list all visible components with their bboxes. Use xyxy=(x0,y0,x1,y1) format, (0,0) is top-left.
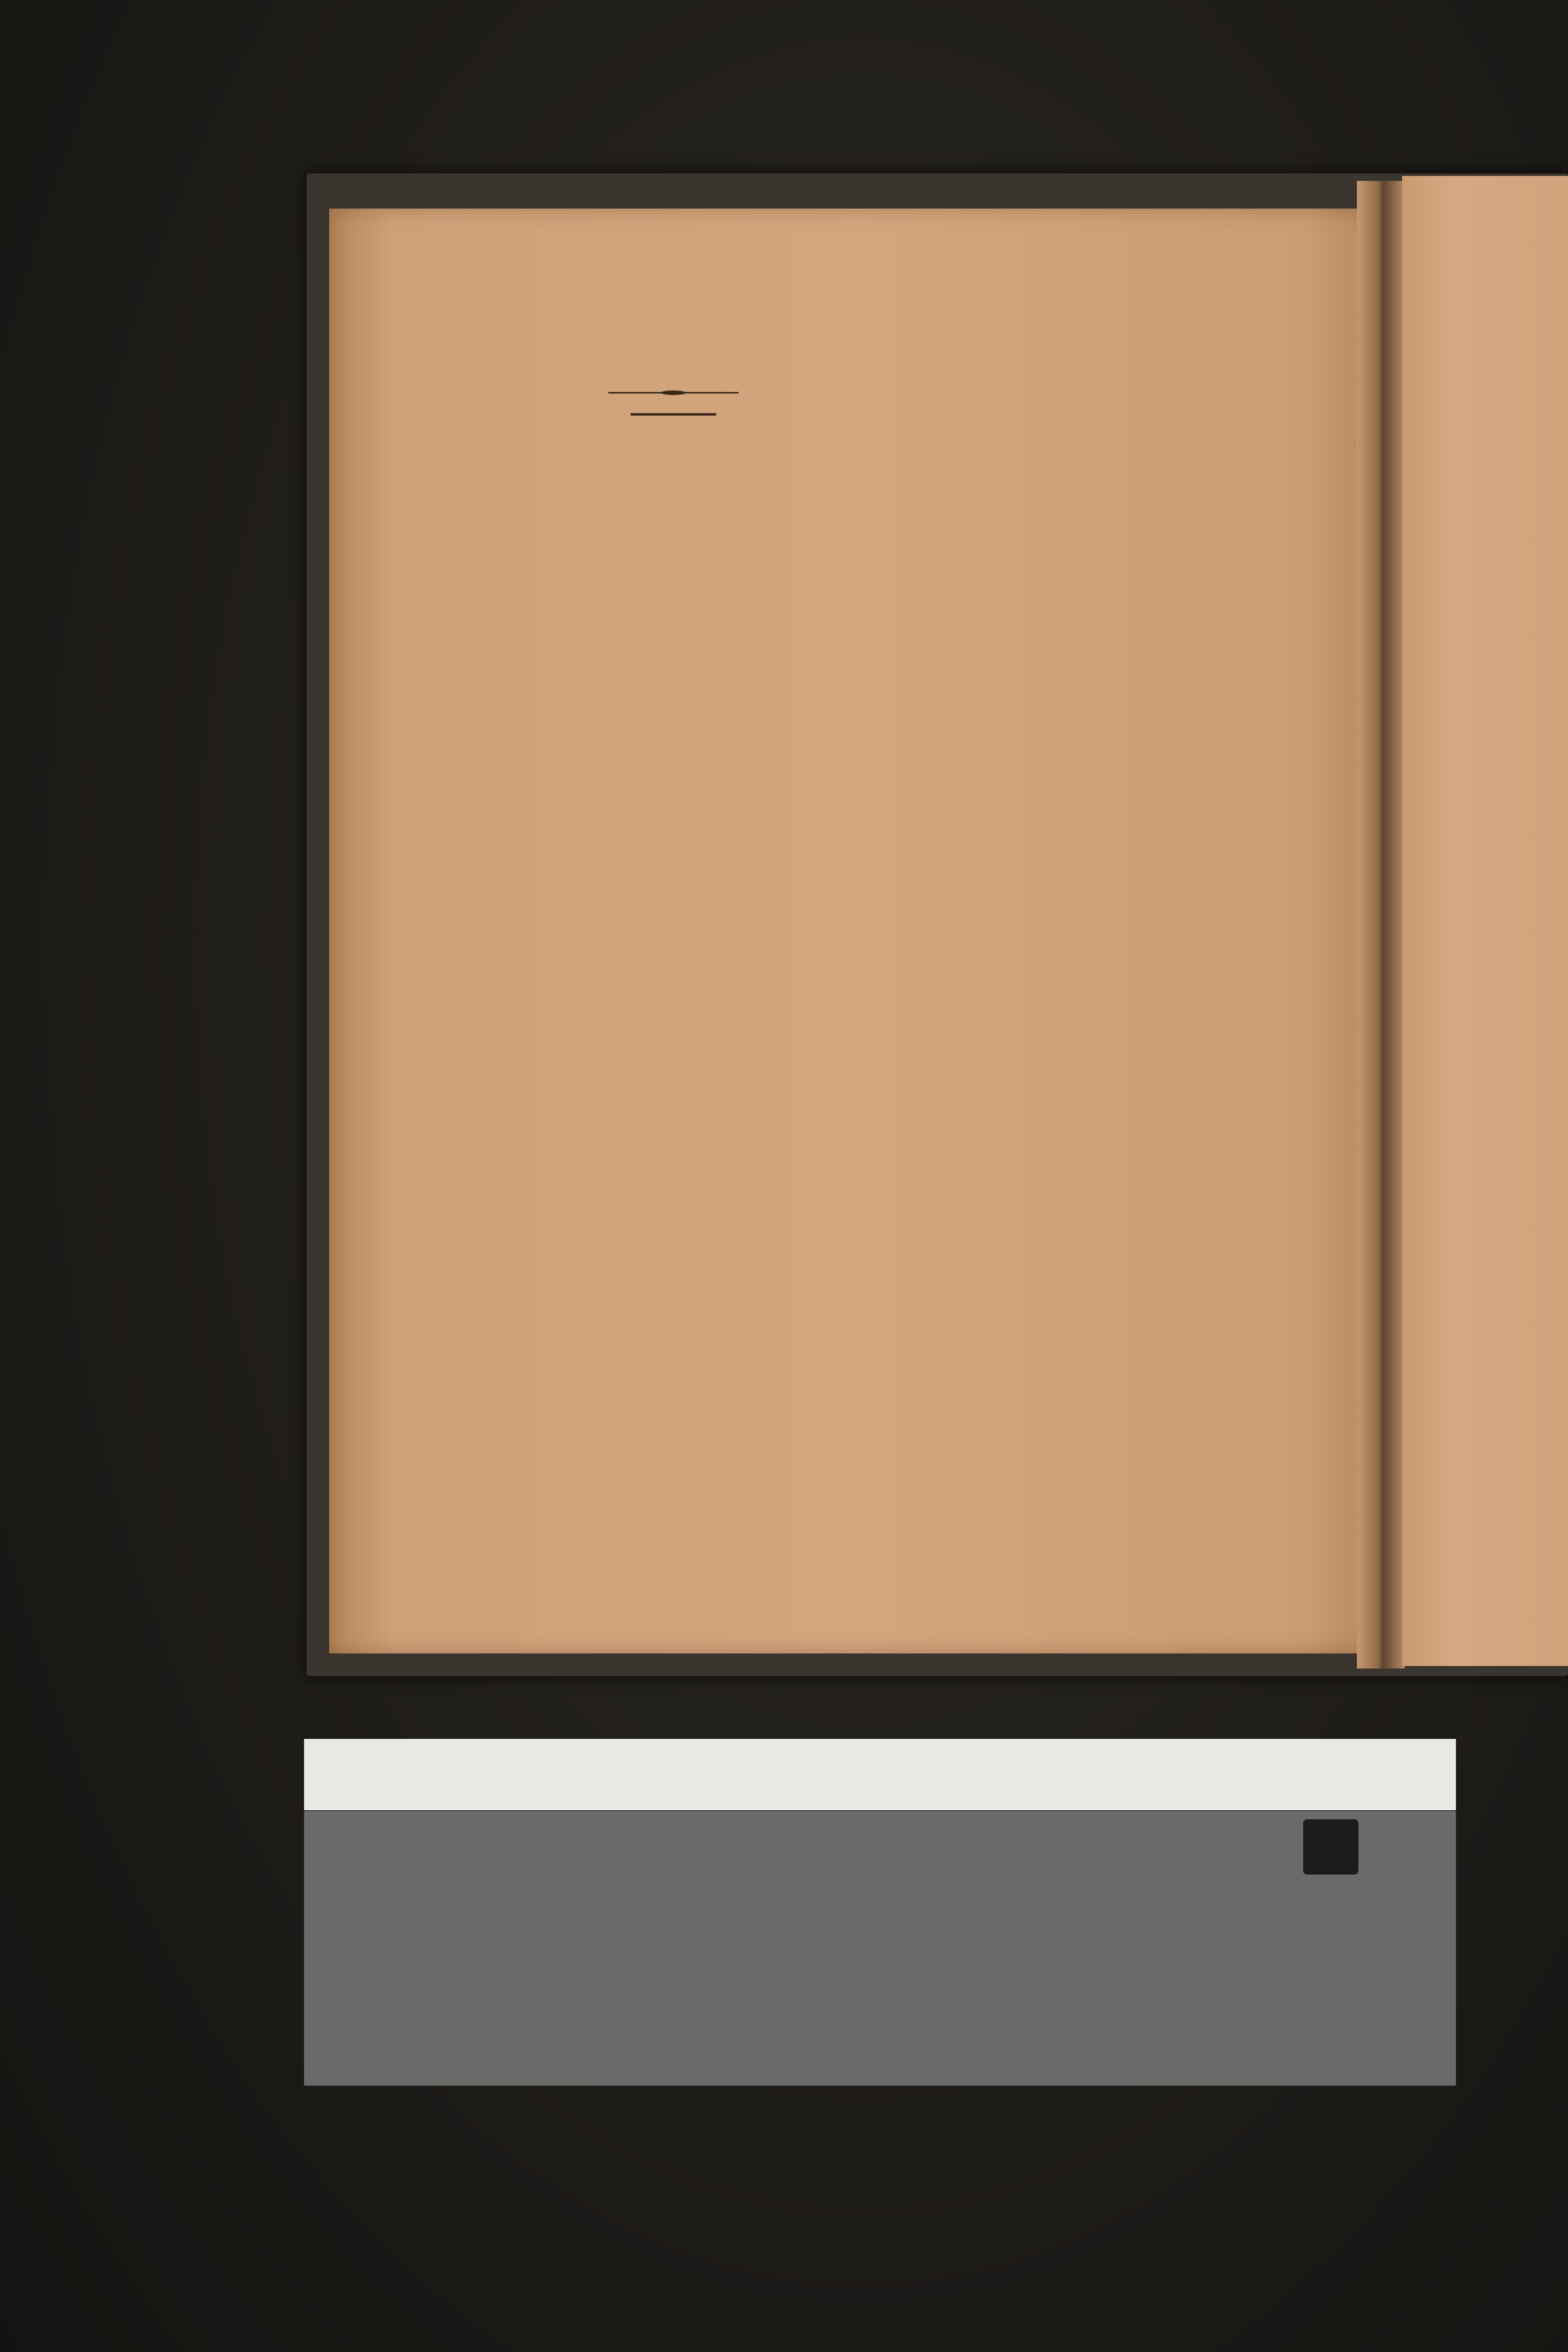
swatch-labels xyxy=(304,1859,1456,1890)
colour-chart xyxy=(304,1739,1456,2086)
ornamental-divider xyxy=(608,390,739,395)
swatch-row-light xyxy=(304,1892,1456,1988)
short-divider xyxy=(631,413,716,416)
left-page xyxy=(329,209,1387,1653)
swatch-row-dark xyxy=(304,1988,1456,2083)
book-gutter xyxy=(1357,181,1405,1669)
ruler xyxy=(304,1739,1456,1811)
left-text-column xyxy=(523,347,824,436)
right-page xyxy=(1402,176,1568,1666)
